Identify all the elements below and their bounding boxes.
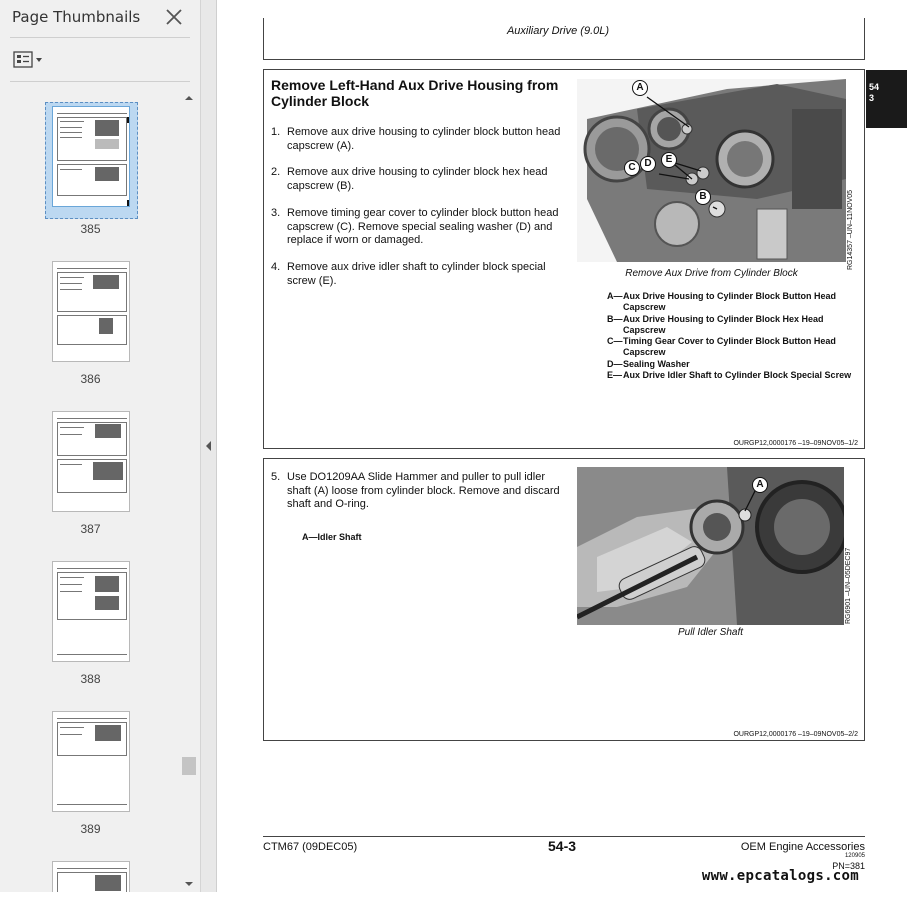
figure-caption: Pull Idler Shaft	[677, 627, 744, 638]
thumbnail-image	[52, 106, 130, 207]
thumbnail-label: 386	[80, 372, 101, 386]
collapse-panel-icon[interactable]	[203, 436, 215, 456]
panel-header	[0, 0, 201, 36]
watermark: www.epcatalogs.com	[701, 868, 859, 884]
page-thumbnail[interactable]	[0, 240, 181, 385]
thumbnail-options-button[interactable]	[12, 49, 46, 71]
step-number: 1.	[271, 126, 281, 138]
procedure-block	[263, 458, 865, 741]
step-text: Remove aux drive idler shaft to cylinder block special screw (E).	[287, 261, 546, 287]
thumbnail-image	[52, 711, 130, 812]
legend-item	[607, 314, 857, 337]
thumbnail-image	[52, 261, 130, 362]
figure-id: RG14357 –UN–11NOV05	[847, 189, 854, 270]
procedure-title: Remove Left-Hand Aux Drive Housing from Cylinder Block	[271, 77, 559, 109]
document-page	[218, 0, 907, 892]
callout-c: C	[624, 160, 640, 176]
page-thumbnails-panel	[0, 0, 201, 892]
thumbnail-list[interactable]	[0, 90, 181, 892]
thumbnail-image	[52, 861, 130, 892]
scrollbar-thumb[interactable]	[182, 757, 196, 775]
footer-manual-id: CTM67 (09DEC05)	[263, 841, 358, 853]
footer-section-name: OEM Engine Accessories	[740, 841, 865, 853]
figure-id: RG6901 –UN–05DEC97	[845, 547, 852, 624]
footer-rule	[263, 836, 865, 837]
procedure-step	[271, 126, 571, 154]
page-thumbnail[interactable]	[0, 690, 181, 835]
page-thumbnail[interactable]	[0, 90, 181, 235]
scroll-up-icon[interactable]	[181, 90, 197, 106]
step-number: 4.	[271, 261, 281, 273]
page-thumbnail[interactable]	[0, 840, 181, 892]
panel-title: Page Thumbnails	[12, 8, 141, 26]
page-thumbnail[interactable]	[0, 540, 181, 685]
step-text: Use DO1209AA Slide Hammer and puller to pull idler shaft (A) loose from cylinder block. Remove and discard shaft and O-ring.	[287, 471, 560, 510]
callout-a: A	[632, 80, 648, 96]
callout-a: A	[752, 477, 768, 493]
legend-item	[607, 291, 857, 314]
procedure-step	[271, 207, 571, 249]
thumbnail-options-icon	[12, 49, 46, 71]
footer-page-number: 54-3	[548, 838, 577, 854]
legend-item: A—Idler Shaft	[302, 532, 362, 542]
thumbnail-label: 387	[80, 522, 101, 536]
thumbnail-label: 385	[80, 222, 101, 236]
callout-b: B	[695, 189, 711, 205]
footer-date: 120905	[844, 853, 865, 859]
legend-text: Sealing Washer	[623, 358, 690, 369]
legend-text: Aux Drive Housing to Cylinder Block Hex Head Capscrew	[623, 313, 824, 335]
legend-text: Timing Gear Cover to Cylinder Block Button Head Capscrew	[623, 336, 836, 358]
legend-key: B—	[607, 313, 623, 324]
block-reference: OURGP12,0000176 –19–09NOV05–1/2	[733, 440, 858, 447]
thumbnail-label: 389	[80, 822, 101, 836]
legend-text: Aux Drive Idler Shaft to Cylinder Block Special Screw	[623, 370, 852, 381]
engine-photo	[577, 79, 846, 262]
step-number: 2.	[271, 166, 281, 178]
block-reference: OURGP12,0000176 –19–09NOV05–2/2	[733, 731, 858, 738]
step-number: 3.	[271, 207, 281, 219]
legend-key: A—	[607, 291, 623, 301]
divider	[10, 37, 190, 38]
close-icon[interactable]	[163, 6, 185, 28]
section-tab-number: 54	[869, 82, 880, 92]
step-number: 5.	[271, 471, 281, 483]
step-text: Remove aux drive housing to cylinder block button head capscrew (A).	[287, 126, 561, 152]
legend-key: E—	[607, 370, 623, 381]
step-text: Remove aux drive housing to cylinder block hex head capscrew (B).	[287, 166, 548, 192]
legend-item	[607, 359, 857, 370]
footer-pn: PN=381	[832, 861, 865, 871]
idler-shaft-photo	[577, 467, 844, 625]
figure-legend	[607, 291, 857, 381]
thumbnail-image	[52, 411, 130, 512]
section-tab	[866, 70, 907, 128]
thumbnail-label: 388	[80, 672, 101, 686]
procedure-step	[271, 261, 571, 289]
procedure-block	[263, 69, 865, 449]
legend-key: C—	[607, 336, 623, 347]
running-head: Auxiliary Drive (9.0L)	[506, 25, 610, 37]
step-text: Remove timing gear cover to cylinder block button head capscrew (C). Remove special sealing washer (D) and replace if worn or damaged.	[287, 207, 559, 246]
figure-caption: Remove Aux Drive from Cylinder Block	[625, 268, 798, 279]
page-thumbnail[interactable]	[0, 390, 181, 535]
legend-item	[607, 370, 857, 381]
thumbnail-image	[52, 561, 130, 662]
section-tab-sub: 3	[869, 93, 875, 103]
callout-d: D	[640, 156, 656, 172]
callout-e: E	[661, 152, 677, 168]
procedure-step	[271, 471, 571, 513]
divider	[10, 81, 190, 82]
scroll-down-icon[interactable]	[181, 876, 197, 892]
procedure-step	[271, 166, 571, 194]
legend-key: D—	[607, 358, 623, 369]
legend-item	[607, 336, 857, 359]
legend-text: Aux Drive Housing to Cylinder Block Button Head Capscrew	[623, 291, 837, 313]
